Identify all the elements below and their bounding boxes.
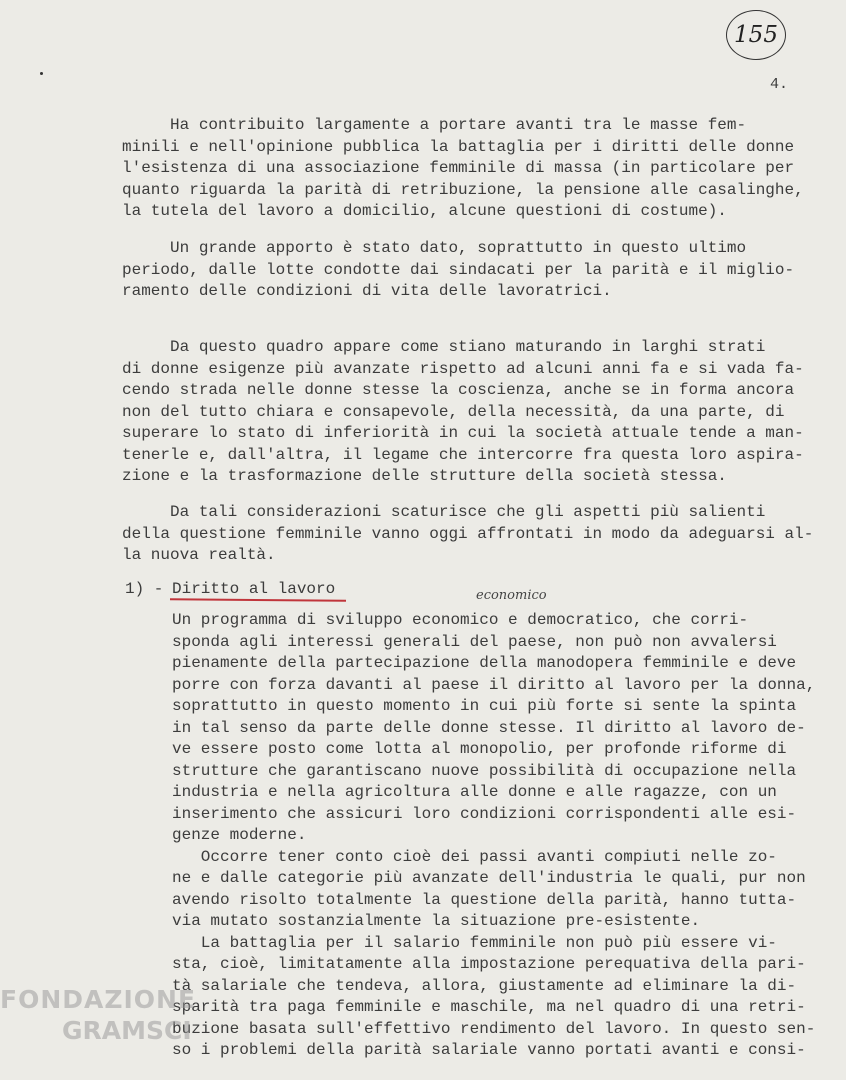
paragraph-2: Un grande apporto è stato dato, soprattutto in questo ultimo periodo, dalle lotte condotte dai sindacati per la parità e il miglio- ramento delle condizioni di vita delle lavoratrici. bbox=[122, 239, 795, 300]
paragraph-3: Da questo quadro appare come stiano maturando in larghi strati di donne esigenze più avanzate rispetto ad alcuni anni fa e si vada fa- cendo strada nelle donne stesse la coscienza, anche se in forma ancora non del tutto chiara e consapevole, della necessità, da una parte, di superare lo stato di inferiorità in cui la società attuale tende a man- tenerle e, dall'altra, il legame che intercorre fra questa loro aspira- zione e la trasformazione delle strutture della società stessa. bbox=[122, 338, 804, 485]
section-body: Un programma di sviluppo economico e democratico, che corri- sponda agli interessi generali del paese, non può non avvalersi pienamente della partecipazione della manodopera femminile e deve porre con forza davanti al paese il diritto al lavoro per la donna, soprattutto in questo momento in cui più forte si sente la spinta in tal senso da parte delle donne stesse. Il diritto al lavoro de- ve essere posto come lotta al monopolio, per profonde riforme di strutture che garantiscano nuove possibilità di occupazione nella industria e nella agricoltura alle donne e alle ragazze, con un inserimento che assicuri loro condizioni corrispondenti alle esi- genze moderne. Occorre tener conto cioè dei passi avanti compiuti nelle zo- ne e dalle categorie più avanzate dell'industria le quali, pur non avendo risolto totalmente la questione della parità, hanno tutta- via mutato sostanzialmente la situazione pre-esistente. La battaglia per il salario femminile non può più essere vi- sta, cioè, limitatamente alla impostazione perequativa della pari- tà salariale che tendeva, allora, giustamente ad eliminare la di- sparità tra paga femminile e maschile, ma nel quadro di una retri- buzione basata sull'effettivo rendimento del lavoro. In questo sen- so i problemi della parità salariale vanno portati avanti e consi- bbox=[172, 611, 816, 1059]
page-number: 4. bbox=[770, 76, 789, 93]
archive-number-stamp: 155 bbox=[726, 10, 786, 60]
archive-watermark bbox=[0, 985, 196, 1045]
paragraph-4: Da tali considerazioni scaturisce che gli aspetti più salienti della questione femminile vanno oggi affrontati in modo da adeguarsi al- la nuova realtà. bbox=[122, 503, 814, 564]
watermark-line-1: FONDAZIONE bbox=[0, 985, 197, 1014]
ink-speck bbox=[40, 72, 43, 75]
section-title: Diritto al lavoro bbox=[172, 580, 336, 598]
section-number: 1) - bbox=[125, 580, 164, 598]
handwritten-annotation: economico bbox=[476, 588, 547, 603]
red-underline bbox=[170, 598, 346, 602]
paragraph-1: Ha contribuito largamente a portare avanti tra le masse fem- minili e nell'opinione pubblica la battaglia per i diritti delle donne l'esistenza di una associazione femminile di massa (in particolare per quanto riguarda la parità di retribuzione, la pensione alle casalinghe, la tutela del lavoro a domicilio, alcune questioni di costume). bbox=[122, 116, 804, 220]
watermark-line-2: GRAMSCI bbox=[62, 1016, 192, 1045]
